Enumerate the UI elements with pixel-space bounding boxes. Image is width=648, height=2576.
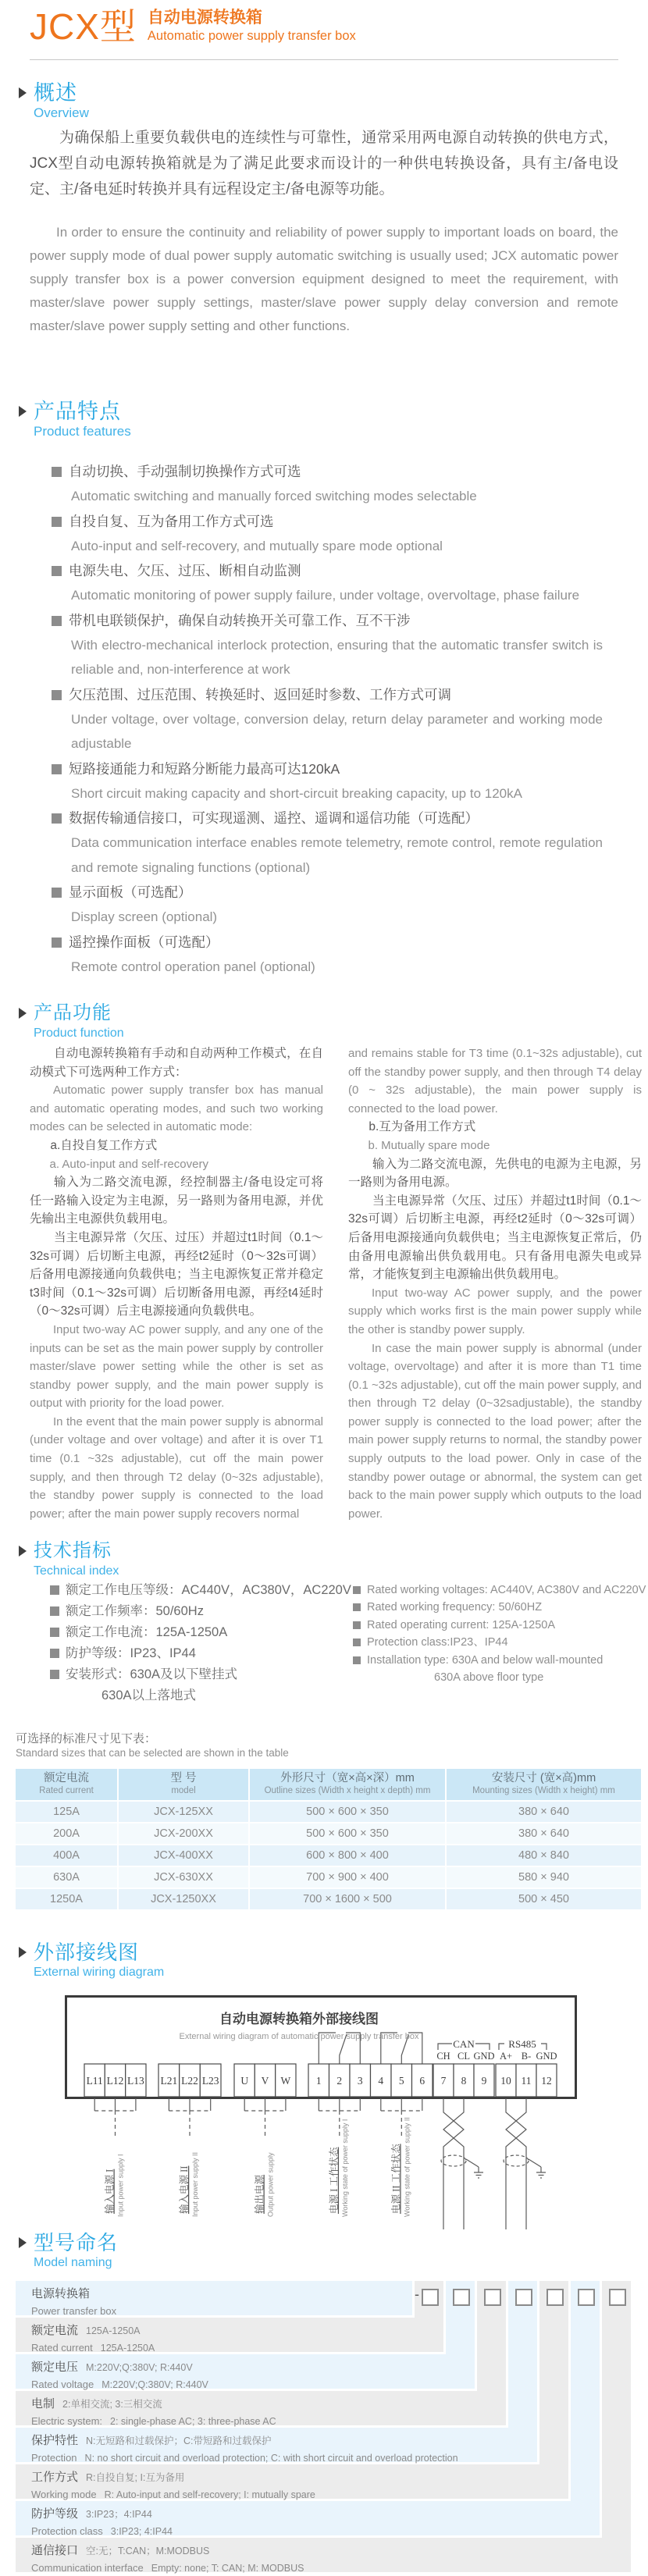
naming-title-zh: 保护特性: [31, 2434, 79, 2447]
section-title-en: External wiring diagram: [34, 1966, 165, 1979]
header-zh: 型 号: [170, 1772, 197, 1784]
table-cell: JCX-630XX: [119, 1866, 250, 1888]
table-header-cell: [447, 1769, 641, 1800]
pin-label: CH: [436, 2051, 450, 2062]
terminal-label: 3: [357, 2075, 363, 2087]
feature-item: [52, 880, 603, 930]
header-zh: 额定电流: [44, 1772, 89, 1784]
rs485-bus-label: RS485: [508, 2038, 536, 2050]
table-cell: JCX-1250XX: [119, 1888, 250, 1909]
tech-item-text: 额定工作电压等级：AC440V，AC380V，AC220V: [66, 1583, 351, 1597]
product-title-en: Automatic power supply transfer box: [147, 29, 356, 43]
feature-item: [52, 509, 603, 559]
tech-item-continuation: [353, 1669, 646, 1686]
naming-row: [16, 2281, 412, 2315]
bullet-square-icon: [52, 616, 62, 626]
naming-value-en: R: Auto-input and self-recovery; I: mutually spare: [104, 2489, 315, 2500]
feature-item: [52, 806, 603, 880]
table-cell: 580 × 940: [447, 1866, 641, 1888]
table-cell: 700 × 900 × 400: [250, 1866, 447, 1888]
can-bus-label: CAN: [453, 2038, 475, 2050]
wiring-diagram: [65, 1995, 577, 2239]
table-row: [16, 1866, 641, 1888]
tech-item-text: 630A above floor type: [434, 1671, 544, 1685]
overview-body: [30, 125, 618, 338]
naming-title-zh: 通信接口: [31, 2544, 79, 2557]
table-row: [16, 1800, 641, 1822]
naming-title-en: Communication interface: [31, 2562, 144, 2574]
section-title-zh: 外部接线图: [34, 1941, 140, 1964]
naming-row: [16, 2538, 631, 2572]
product-title-block: [148, 8, 356, 44]
table-cell: JCX-200XX: [119, 1822, 250, 1844]
feature-text-en: Display screen (optional): [71, 909, 218, 924]
naming-row: [16, 2428, 537, 2462]
pin-label: A+: [499, 2051, 513, 2062]
wiring-labels: [87, 2011, 557, 2217]
naming-value-zh: 空:无；T:CAN；M:MODBUS: [86, 2546, 210, 2556]
table-cell: 380 × 640: [447, 1822, 641, 1844]
tech-item-text: 防护等级：IP23、IP44: [66, 1646, 196, 1660]
naming-title-zh: 防护等级: [31, 2507, 79, 2521]
section-arrow-icon: [19, 1947, 27, 1958]
table-intro-zh: 可选择的标准尺寸见下表：: [16, 1732, 157, 1745]
terminal-label: V: [261, 2075, 269, 2087]
feature-text-en: Remote control operation panel (optional): [71, 959, 315, 974]
header-en: model: [171, 1786, 196, 1795]
tech-item: [353, 1582, 646, 1599]
function-paragraph: In case the main power supply is abnormal (under voltage, overvoltage) and after it is more than T1 time (0.1 ~32s adjustable), cut off the main power supply, and then through T2 delay (0~32sadjustable), the standby power supply is connected to the load power; after the main power supply returns to normal, the standby power supply outputs to the load power. Only in case of the standby power outage or abnormal, the system can get back to the main power supply which outputs to the load power.: [348, 1341, 642, 1521]
feature-text-en: Data communication interface enables remote telemetry, remote control, remote regulation and remote signaling functions (optional): [71, 835, 603, 875]
header-divider: [30, 59, 618, 60]
group-label-zh: 电源 II 工作状态: [390, 2144, 402, 2214]
section-title-zh: 型号命名: [34, 2231, 119, 2254]
group-label-en: Input power supply II: [191, 2151, 199, 2217]
function-paragraph: 自动电源转换箱有手动和自动两种工作模式，在自动模式下可选两种工作方式：: [30, 1047, 323, 1079]
function-column-left: [30, 1044, 323, 1523]
bullet-square-icon: [353, 1586, 361, 1594]
tech-item: [50, 1664, 351, 1685]
tech-item: [353, 1652, 646, 1669]
function-paragraph: a. Auto-input and self-recovery: [49, 1157, 208, 1171]
section-features-heading: [19, 400, 131, 440]
tech-item-text: 额定工作频率：50/60Hz: [66, 1604, 204, 1618]
table-row: [16, 1822, 641, 1844]
section-title-zh: 技术指标: [34, 1540, 112, 1561]
naming-row: [16, 2318, 443, 2352]
section-title-en: Model naming: [34, 2256, 112, 2269]
tech-item-text: Installation type: 630A and below wall-mounted: [367, 1653, 603, 1667]
feature-text-en: Under voltage, over voltage, conversion delay, return delay parameter and working mode adjustable: [71, 711, 603, 751]
overview-paragraph-en: In order to ensure the continuity and reliability of power supply to important loads on board, the power supply mode of dual power supply automatic switching is usually used; JCX automatic power supply transfer box is a power conversion equipment designed to meet the requirement, with master/slave power supply settings, master/slave power supply delay conversion and remote master/slave power supply setting and other functions.: [30, 225, 618, 333]
header-zh: 安装尺寸 (宽×高)mm: [491, 1772, 596, 1784]
naming-title-en: Protection class: [31, 2525, 103, 2537]
header-en: Outline sizes (Width x height x depth) mm: [264, 1786, 431, 1795]
naming-value-en: 125A-1250A: [100, 2343, 155, 2354]
tech-item-text: Rated working frequency: 50/60HZ: [367, 1601, 543, 1614]
model-dash: -: [415, 2286, 419, 2302]
group-label-en: Input power supply I: [116, 2154, 125, 2217]
bullet-square-icon: [52, 690, 62, 700]
bullet-square-icon: [353, 1603, 361, 1611]
naming-title-en: Rated current: [31, 2342, 93, 2354]
naming-value-zh: 125A-1250A: [86, 2325, 141, 2336]
bullet-square-icon: [52, 517, 62, 527]
group-label-zh: 输出电源: [254, 2174, 265, 2214]
section-title-en: Product features: [34, 424, 131, 439]
tech-item: [353, 1634, 646, 1651]
feature-text-en: Automatic monitoring of power supply failure, under voltage, overvoltage, phase failure: [71, 588, 580, 603]
naming-value-zh: 3:IP23；4:IP44: [86, 2509, 152, 2520]
naming-row: [16, 2464, 568, 2499]
table-cell: 200A: [16, 1822, 119, 1844]
section-title-zh: 概述: [34, 81, 77, 105]
feature-text-en: Auto-input and self-recovery, and mutually spare mode optional: [71, 538, 443, 553]
section-overview-heading: [19, 81, 89, 122]
terminal-label: L12: [106, 2075, 124, 2087]
table-cell: 500 × 600 × 350: [250, 1800, 447, 1822]
feature-item: [52, 608, 603, 682]
bullet-square-icon: [50, 1649, 59, 1658]
table-header-cell: [250, 1769, 447, 1800]
terminal-label: W: [280, 2075, 291, 2087]
bullet-square-icon: [52, 888, 62, 898]
bullet-square-icon: [52, 566, 62, 576]
terminal-label: 10: [500, 2075, 511, 2087]
group-label-zh: 输入电源 I: [104, 2169, 116, 2214]
bullet-square-icon: [353, 1621, 361, 1629]
cable-shield-icon: [504, 2155, 529, 2166]
naming-title-zh: 电制: [31, 2397, 55, 2411]
terminal-label: 2: [336, 2075, 343, 2087]
naming-code-strip: [571, 2281, 600, 2501]
feature-text-zh: 自动切换、手动强制切换操作方式可选: [69, 464, 301, 479]
naming-value-zh: 2:单相交流; 3:三相交流: [62, 2399, 162, 2410]
function-paragraph: 当主电源异常（欠压、过压）并超过t1时间（0.1～32s可调）后切断主电源，再经t2延时（0～32s可调）后备用电源接通向负载供电；当主电源恢复正常并稳定t3时间（0.1～32s可调）后切断备用电源，再经t4延时（0～32s可调）后主电源接通向负载供电。: [30, 1230, 323, 1318]
section-arrow-icon: [19, 87, 27, 98]
table-cell: 1250A: [16, 1888, 119, 1909]
function-paragraph: Automatic power supply transfer box has manual and automatic operating modes, and such two working modes can be selected in automatic mode:: [30, 1083, 323, 1134]
naming-title-en: Rated voltage: [31, 2379, 94, 2390]
overview-paragraph-zh: 为确保船上重要负载供电的连续性与可靠性，通常采用两电源自动转换的供电方式，JCX型自动电源转换箱就是为了满足此要求而设计的一种供电转换设备，具有主/备电设定、主/备电延时转换并具有远程设定主/备电源等功能。: [30, 130, 618, 197]
table-cell: 600 × 800 × 400: [250, 1844, 447, 1866]
function-paragraph: 输入为二路交流电源，经控制器主/备电设定可将任一路输入设定为主电源，另一路则为备用电源，并优先输出主电源供负载用电。: [30, 1176, 323, 1226]
naming-value-en: M:220V;Q:380V; R:440V: [101, 2379, 208, 2390]
standard-sizes-table: [16, 1769, 641, 1909]
function-paragraph: 当主电源异常（欠压、过压）并超过t1时间（0.1～32s可调）后切断主电源，再经t2延时（0～32s可调）后备用电源接通向负载供电；当主电源恢复正常后，仍由备用电源输出供负载用电。只有备用电源失电或异常，才能恢复到主电源输出供负载用电。: [348, 1194, 642, 1282]
function-paragraph: and remains stable for T3 time (0.1~32s adjustable), cut off the standby power supply, and then through T4 delay (0 ~ 32s adjustable), the main power supply is connected to the load power.: [348, 1047, 642, 1115]
function-paragraph: Input two-way AC power supply, and any one of the inputs can be set as the main power supply by controller master/slave power setting while the other is set as standby power supply, and the main power supply is output with priority for the load power.: [30, 1322, 323, 1411]
terminal-label: L21: [160, 2075, 178, 2087]
bullet-square-icon: [52, 764, 62, 774]
terminal-label: 8: [461, 2075, 467, 2087]
naming-title-en: Electric system:: [31, 2415, 103, 2427]
feature-item: [52, 459, 603, 509]
header-zh: 外形尺寸（宽×高×深）mm: [280, 1772, 415, 1784]
function-column-right: [348, 1044, 642, 1523]
table-header-row: [16, 1769, 641, 1800]
table-row: [16, 1844, 641, 1866]
feature-text-zh: 自投自复、互为备用工作方式可选: [69, 513, 274, 529]
table-cell: JCX-125XX: [119, 1800, 250, 1822]
function-paragraph: Input two-way AC power supply, and the power supply which works first is the main power supply while the other is standby power supply.: [348, 1286, 642, 1336]
function-paragraph: b. Mutually spare mode: [368, 1138, 490, 1152]
naming-code-strip: [539, 2281, 568, 2464]
group-label-en: Working state of power supply II: [403, 2117, 411, 2217]
bullet-square-icon: [52, 467, 62, 477]
terminal-label: L11: [86, 2075, 103, 2087]
tech-item: [50, 1601, 351, 1622]
terminal-label: 12: [541, 2075, 552, 2087]
diagram-title-en: External wiring diagram of automatic power supply transfer box: [179, 2032, 419, 2041]
bullet-square-icon: [52, 938, 62, 948]
naming-value-en: Empty: none; T: CAN; M: MODBUS: [151, 2563, 304, 2574]
terminal-label: 9: [481, 2075, 487, 2087]
table-cell: 500 × 600 × 350: [250, 1822, 447, 1844]
table-cell: 630A: [16, 1866, 119, 1888]
header-en: Rated current: [39, 1786, 94, 1795]
feature-text-zh: 短路接通能力和短路分断能力最高可达120kA: [69, 760, 340, 777]
naming-row: [16, 2354, 475, 2389]
terminal-label: L22: [181, 2075, 198, 2087]
model-code-box: [453, 2289, 470, 2306]
tech-item-text: 额定工作电流：125A-1250A: [66, 1625, 228, 1639]
bullet-square-icon: [50, 1585, 59, 1595]
section-wiring-heading: [19, 1941, 164, 1981]
tech-item-text: Rated operating current: 125A-1250A: [367, 1618, 556, 1631]
section-arrow-icon: [19, 406, 27, 417]
terminal-label: 11: [521, 2075, 532, 2087]
ground-icon: [536, 2167, 546, 2178]
function-paragraph: 输入为二路交流电源，先供电的电源为主电源，另一路则为备用电源。: [348, 1157, 642, 1190]
header-en: Mounting sizes (Width x height) mm: [472, 1786, 615, 1795]
model-code-box: [515, 2289, 532, 2306]
feature-item: [52, 756, 603, 806]
tech-item: [50, 1643, 351, 1664]
naming-value-zh: M:220V;Q:380V; R:440V: [86, 2362, 193, 2373]
page-header: [30, 6, 356, 47]
section-title-en: Product function: [34, 1026, 124, 1040]
table-cell: 380 × 640: [447, 1800, 641, 1822]
bullet-square-icon: [353, 1638, 361, 1646]
naming-title-en: Power transfer box: [31, 2305, 117, 2317]
naming-title-zh: 工作方式: [31, 2471, 79, 2484]
feature-item: [52, 682, 603, 756]
tech-item: [50, 1580, 351, 1601]
feature-item: [52, 558, 603, 608]
terminal-label: 5: [398, 2075, 404, 2087]
section-naming-heading: [19, 2231, 118, 2272]
terminal-label: 6: [419, 2075, 425, 2087]
pin-label: B-: [521, 2051, 532, 2062]
feature-text-en: Short circuit making capacity and short-circuit breaking capacity, up to 120kA: [71, 785, 522, 801]
pin-label: CL: [458, 2051, 470, 2062]
function-paragraph: a.自投自复工作方式: [50, 1138, 158, 1152]
function-paragraph: In the event that the main power supply is abnormal (under voltage and over voltage) and after it is over T1 time (0.1 ~32s adjustable), cut off the main power supply, and then through T2 delay (0~32s adjustable), the standby power supply is connected to the load power; after the main power supply recovers normal: [30, 1414, 323, 1521]
naming-title-en: Working mode: [31, 2489, 97, 2500]
table-cell: 125A: [16, 1800, 119, 1822]
group-label-zh: 输入电源 II: [179, 2165, 190, 2214]
table-intro-en: Standard sizes that can be selected are shown in the table: [16, 1747, 289, 1759]
terminal-label: 7: [440, 2075, 447, 2087]
model-code-box: [484, 2289, 501, 2306]
table-header-cell: [119, 1769, 250, 1800]
section-arrow-icon: [19, 1008, 27, 1019]
bullet-square-icon: [52, 813, 62, 824]
tech-item-text: Rated working voltages: AC440V, AC380V and AC220V: [367, 1584, 646, 1596]
group-label-en: Output power supply: [266, 2152, 275, 2217]
terminal-label: 4: [378, 2075, 384, 2087]
feature-text-zh: 显示面板（可选配）: [69, 884, 192, 900]
model-code-box: [578, 2289, 595, 2306]
bullet-square-icon: [353, 1656, 361, 1664]
model-code-box: [422, 2289, 439, 2306]
naming-value-en: 3:IP23; 4:IP44: [110, 2526, 173, 2537]
model-code-box: [547, 2289, 564, 2306]
bullet-square-icon: [50, 1628, 59, 1637]
table-cell: 400A: [16, 1844, 119, 1866]
naming-title-zh: 额定电流: [31, 2324, 79, 2337]
terminal-label: L23: [201, 2075, 219, 2087]
tech-item: [353, 1599, 646, 1616]
table-cell: 480 × 840: [447, 1844, 641, 1866]
tech-item-text: 安装形式：630A及以下壁挂式: [66, 1667, 238, 1681]
naming-value-zh: N:无短路和过载保护；C:带短路和过载保护: [86, 2435, 272, 2446]
tech-list-right: [353, 1582, 646, 1686]
group-label-en: Working state of power supply I: [340, 2119, 349, 2217]
feature-text-zh: 数据传输通信接口，可实现遥测、遥控、遥调和遥信功能（可选配）: [69, 810, 479, 826]
section-title-en: Technical index: [34, 1564, 119, 1578]
function-paragraph: b.互为备用工作方式: [369, 1120, 476, 1134]
tech-item-continuation: [50, 1685, 351, 1706]
pin-label: GND: [536, 2051, 557, 2062]
feature-item: [52, 930, 603, 980]
naming-title-zh: 电源转换箱: [31, 2287, 91, 2300]
feature-text-zh: 带机电联锁保护，确保自动转换开关可靠工作、互不干涉: [69, 612, 411, 628]
terminal-label: 1: [315, 2075, 322, 2087]
section-arrow-icon: [19, 1546, 27, 1557]
bullet-square-icon: [50, 1606, 59, 1616]
section-function-heading: [19, 1002, 124, 1042]
naming-row: [16, 2501, 600, 2535]
naming-value-en: 2: single-phase AC; 3: three-phase AC: [110, 2416, 276, 2427]
tech-item: [50, 1622, 351, 1643]
model-code-box: [609, 2289, 626, 2306]
tech-item: [353, 1617, 646, 1634]
diagram-title-zh: 自动电源转换箱外部接线图: [219, 2012, 379, 2026]
bullet-square-icon: [50, 1670, 59, 1679]
feature-text-zh: 电源失电、欠压、过压、断相自动监测: [69, 563, 301, 578]
cable-shield-icon: [441, 2155, 466, 2166]
naming-value-zh: R:自投自复; I:互为备用: [86, 2472, 185, 2483]
section-arrow-icon: [19, 2237, 27, 2248]
product-model-title: JCX型: [30, 6, 137, 47]
naming-row: [16, 2391, 506, 2425]
terminal-label: U: [240, 2075, 249, 2087]
group-label-zh: 电源 I 工作状态: [328, 2147, 340, 2214]
feature-text-en: Automatic switching and manually forced switching modes selectable: [71, 489, 477, 503]
section-title-zh: 产品功能: [34, 1002, 112, 1023]
feature-list: [52, 459, 603, 979]
naming-title-en: Protection: [31, 2452, 77, 2464]
naming-title-zh: 额定电压: [31, 2361, 79, 2374]
terminal-label: L13: [127, 2075, 144, 2087]
product-title-zh: 自动电源转换箱: [147, 9, 262, 27]
feature-text-zh: 欠压范围、过压范围、转换延时、返回延时参数、工作方式可调: [69, 686, 451, 703]
feature-text-en: With electro-mechanical interlock protection, ensuring that the automatic transfer switch is reliable and, non-interference at work: [71, 637, 603, 677]
tech-item-text: 630A以上落地式: [101, 1688, 197, 1703]
section-title-en: Overview: [34, 105, 89, 120]
section-title-zh: 产品特点: [34, 400, 121, 423]
tech-item-text: Protection class:IP23、IP44: [367, 1636, 508, 1649]
section-tech-heading: [19, 1539, 119, 1580]
table-row: [16, 1888, 641, 1909]
table-cell: JCX-400XX: [119, 1844, 250, 1866]
naming-value-en: N: no short circuit and overload protection; C: with short circuit and overload protection: [84, 2453, 458, 2464]
naming-code-strip: [602, 2281, 631, 2538]
tech-list-left: [50, 1580, 351, 1706]
table-cell: 700 × 1600 × 500: [250, 1888, 447, 1909]
table-cell: 500 × 450: [447, 1888, 641, 1909]
feature-text-zh: 遥控操作面板（可选配）: [69, 934, 219, 950]
ground-icon: [474, 2167, 483, 2178]
table-header-cell: [16, 1769, 119, 1800]
pin-label: GND: [473, 2051, 495, 2062]
